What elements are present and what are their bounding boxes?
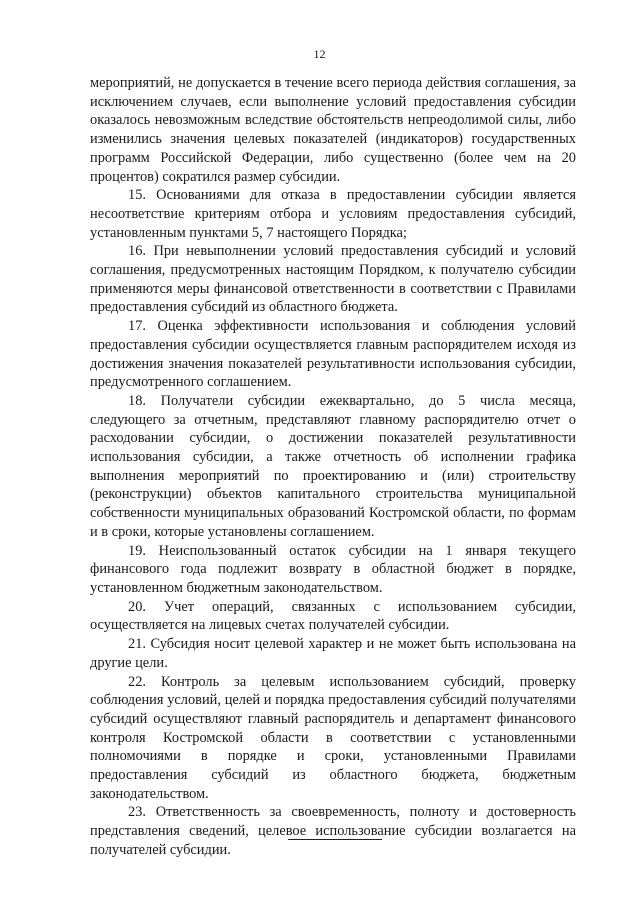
paragraph-20: 20. Учет операций, связанных с использованием субсидии, осуществляется на лицевых счетах получателей субсидии. <box>90 598 576 634</box>
document-body <box>90 74 576 860</box>
paragraph-17: 17. Оценка эффективности использования и соблюдения условий предоставления субсидии осуществляется главным распорядителем исходя из достижения значения показателей результативности использования субсидии, предусмотренного соглашением. <box>90 318 576 391</box>
paragraph-18: 18. Получатели субсидии ежеквартально, до 5 числа месяца, следующего за отчетным, представляют главному распорядителю отчет о расходовании субсидии, о достижении показателей результативности использования субсидии, а также отчетность об исполнении графика выполнения мероприятий по проектированию и (или) строительству (реконструкции) объектов капитального строительства муниципальной собственности муниципальных образований Костромской области, по формам и в сроки, которые установлены соглашением. <box>90 392 576 540</box>
paragraph-23: 23. Ответственность за своевременность, полноту и достоверность представления сведений, целевое использование субсидии возлагается на получателей субсидии. <box>90 804 576 858</box>
paragraph-21: 21. Субсидия носит целевой характер и не может быть использована на другие цели. <box>90 636 576 671</box>
end-of-text-rule <box>288 839 382 840</box>
paragraph-15: 15. Основаниями для отказа в предоставлении субсидии является несоответствие критериям отбора и условиям предоставления субсидий, установленным пунктами 5, 7 настоящего Порядка; <box>90 187 576 241</box>
page-number: 12 <box>313 47 326 61</box>
paragraph-22: 22. Контроль за целевым использованием субсидий, проверку соблюдения условий, целей и порядка предоставления субсидий получателями субсидий осуществляют главный распорядитель и департамент финансового контроля Костромской области в соответствии с установленными полномочиями в порядке и сроки, установленными Правилами предоставления субсидий из областного бюджета, бюджетным законодательством. <box>90 673 576 802</box>
paragraph-19: 19. Неиспользованный остаток субсидии на 1 января текущего финансового года подлежит возврату в областной бюджет в порядке, установленном бюджетным законодательством. <box>90 542 576 596</box>
paragraph-16: 16. При невыполнении условий предоставления субсидий и условий соглашения, предусмотренных настоящим Порядком, к получателю субсидии применяются меры финансовой ответственности в соответствии с Правилами предоставления субсидий из областного бюджета. <box>90 243 576 316</box>
paragraph-continuation: мероприятий, не допускается в течение всего периода действия соглашения, за исключением случаев, если выполнение условий предоставления субсидии оказалось невозможным вследствие обстоятельств непреодолимой силы, либо изменились значения целевых показателей (индикаторов) государственных программ Российской Федерации, либо существенно (более чем на 20 процентов) сократился размер субсидии. <box>90 75 576 185</box>
